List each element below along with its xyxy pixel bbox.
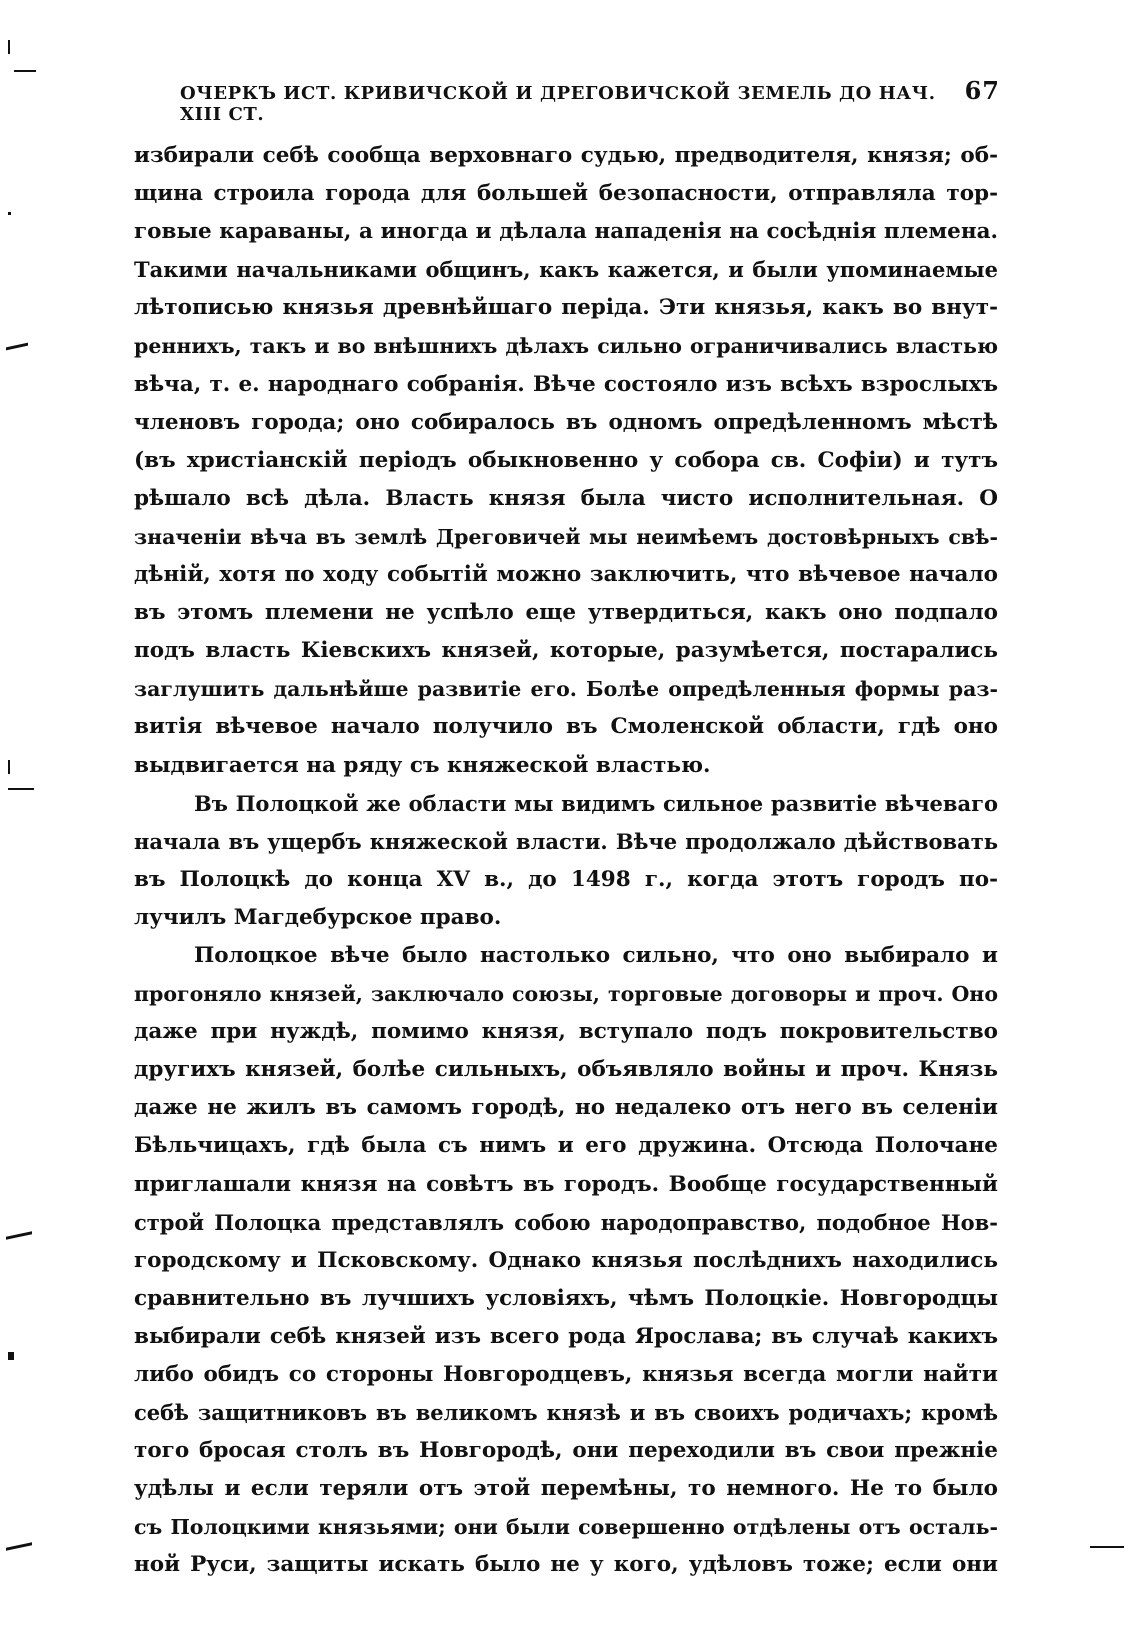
text-line: городскому и Псковскому. Однако князья послѣднихъ находились	[134, 1247, 998, 1273]
text-line: начала въ ущербъ княжеской власти. Вѣче продолжало дѣйствовать	[134, 828, 998, 854]
text-line: другихъ князей, болѣе сильныхъ, объявляло войны и проч. Князь	[134, 1057, 998, 1083]
text-line: въ этомъ племени не успѣло еще утвердиться, какъ оно подпало	[134, 600, 998, 626]
text-line: себѣ защитниковъ въ великомъ князѣ и въ своихъ родичахъ; кромѣ	[134, 1400, 998, 1426]
text-line: съ Полоцкими князьями; они были совершенно отдѣлены отъ осталь-	[134, 1515, 998, 1540]
text-line: заглушить дальнѣйше развитіе его. Болѣе опредѣленныя формы раз-	[134, 677, 998, 702]
text-line: Такими начальниками общинъ, какъ кажется, и были упоминаемые	[134, 257, 998, 283]
text-line: удѣлы и если теряли отъ этой перемѣны, то немного. Не то было	[134, 1476, 998, 1502]
text-line: вѣча, т. е. народнаго собранія. Вѣче состояло изъ всѣхъ взрослыхъ	[134, 371, 998, 397]
text-line: лучилъ Магдебурское право.	[134, 904, 502, 930]
text-line: подъ власть Кіевскихъ князей, которые, разумѣется, постарались	[134, 638, 998, 664]
text-line: Полоцкое вѣче было настолько сильно, что оно выбирало и	[194, 942, 998, 968]
text-line: избирали себѣ сообща верховнаго судью, предводителя, князя; об-	[134, 143, 998, 168]
text-line: Въ Полоцкой же области мы видимъ сильное развитіе вѣчеваго	[194, 790, 998, 816]
text-line: сравнительно въ лучшихъ условіяхъ, чѣмъ Полоцкіе. Новгородцы	[134, 1285, 998, 1311]
text-line: прогоняло князей, заключало союзы, торговые договоры и проч. Оно	[134, 982, 998, 1007]
text-line: членовъ города; оно собиралось въ одномъ опредѣленномъ мѣстѣ	[134, 409, 998, 435]
text-line: рѣшало всѣ дѣла. Власть князя была чисто исполнительная. О	[134, 485, 998, 511]
page-number: 67	[964, 76, 1000, 105]
margin-mark	[8, 212, 11, 215]
margin-mark	[14, 70, 36, 72]
running-title: ОЧЕРКЪ ИСТ. КРИВИЧСКОЙ И ДРЕГОВИЧСКОЙ ЗЕМЕЛЬ ДО НАЧ. XIII СТ.	[180, 83, 936, 125]
margin-mark	[8, 760, 10, 774]
text-line: выдвигается на ряду съ княжеской властью.	[134, 752, 711, 778]
text-line: витія вѣчевое начало получило въ Смоленской области, гдѣ оно	[134, 714, 998, 740]
text-line: дѣній, хотя по ходу событій можно заключить, что вѣчевое начало	[134, 562, 998, 588]
margin-mark	[6, 1231, 32, 1240]
text-line: ной Руси, защиты искать было не у кого, удѣловъ тоже; если они	[134, 1552, 998, 1578]
text-line: Бѣльчицахъ, гдѣ была съ нимъ и его дружина. Отсюда Полочане	[134, 1133, 998, 1159]
margin-mark	[6, 343, 28, 351]
text-line: выбирали себѣ князей изъ всего рода Ярослава; въ случаѣ какихъ	[134, 1323, 998, 1349]
text-line: строй Полоцка представлялъ собою народоправство, подобное Нов-	[134, 1209, 998, 1235]
margin-mark	[8, 40, 10, 54]
text-line: (въ христіанскій періодъ обыкновенно у собора св. Софіи) и тутъ	[134, 447, 998, 473]
text-line: приглашали князя на совѣтъ въ городъ. Вообще государственный	[134, 1171, 998, 1197]
text-line: лѣтописью князья древнѣйшаго періда. Эти князья, какъ во внут-	[134, 295, 998, 321]
text-line: либо обидъ со стороны Новгородцевъ, князья всегда могли найти	[134, 1362, 998, 1387]
margin-mark	[1090, 1546, 1124, 1548]
body-text	[134, 137, 998, 1585]
text-line: щина строила города для большей безопасности, отправляла тор-	[134, 181, 998, 207]
text-line: реннихъ, такъ и во внѣшнихъ дѣлахъ сильно ограничивались властью	[134, 334, 998, 359]
text-line: говые караваны, а иногда и дѣлала нападенія на сосѣднія племена.	[134, 219, 998, 245]
margin-mark	[6, 1542, 32, 1551]
text-line: даже при нуждѣ, помимо князя, вступало подъ покровительство	[134, 1019, 998, 1045]
running-header	[180, 76, 1000, 125]
text-line: въ Полоцкѣ до конца XV в., до 1498 г., когда этотъ городъ по-	[134, 866, 998, 892]
text-line: даже не жилъ въ самомъ городѣ, но недалеко отъ него въ селеніи	[134, 1095, 998, 1121]
margin-mark	[8, 1352, 14, 1360]
margin-mark	[8, 788, 34, 790]
text-line: значеніи вѣча въ землѣ Дреговичей мы неимѣемъ достовѣрныхъ свѣ-	[134, 524, 998, 549]
text-line: того бросая столъ въ Новгородѣ, они переходили въ свои прежніе	[134, 1438, 998, 1464]
